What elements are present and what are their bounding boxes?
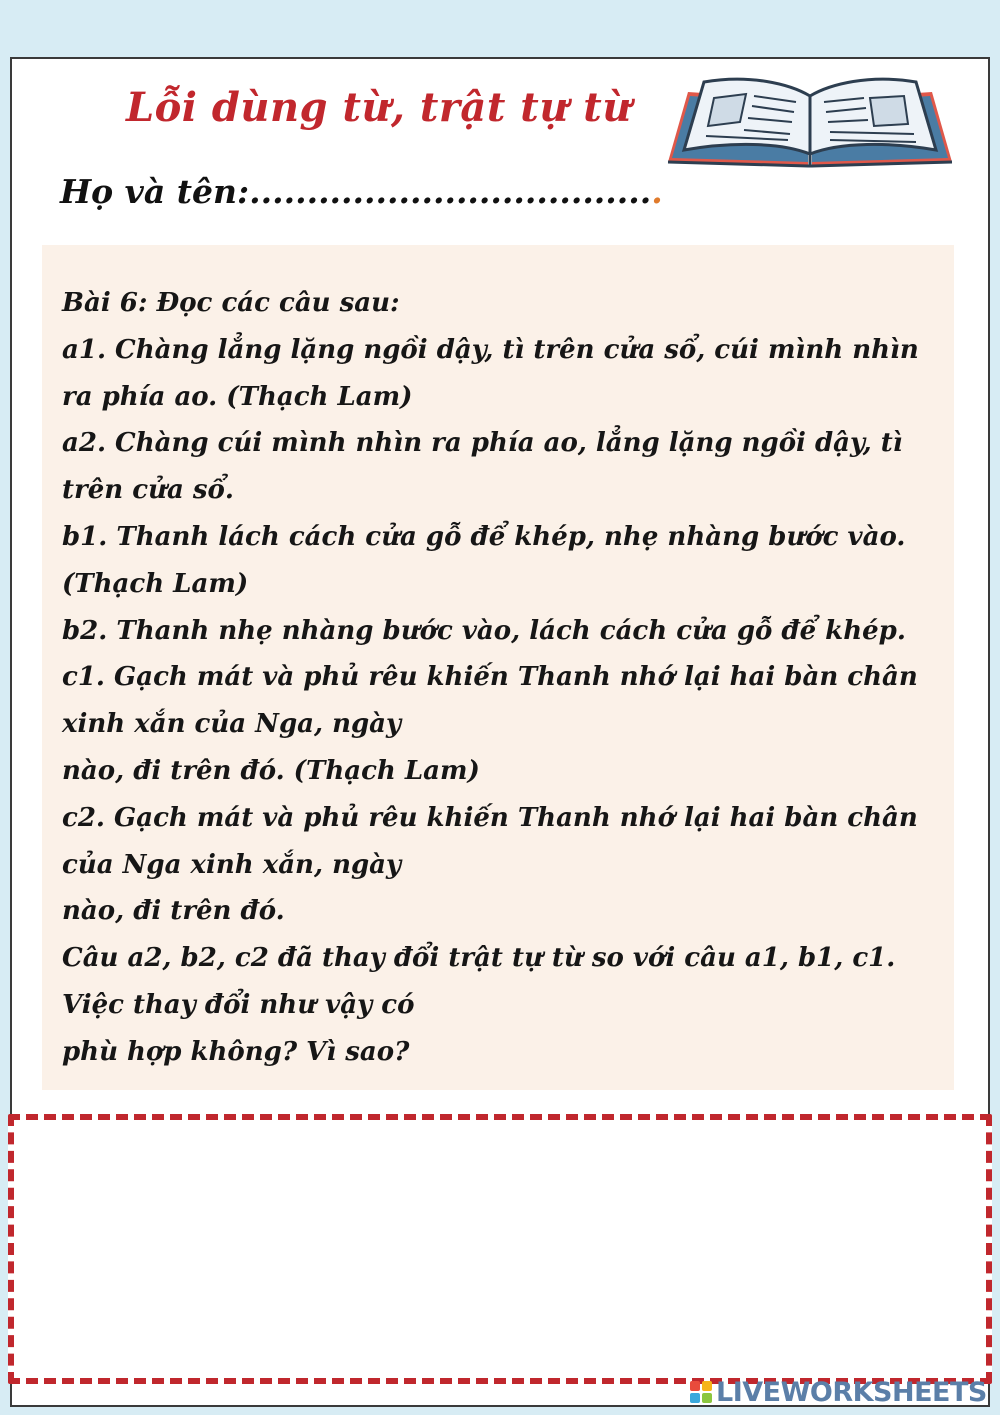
exercise-question-cont: phù hợp không? Vì sao? [62,1036,410,1067]
open-book-icon [660,70,960,170]
exercise-line-c2: c2. Gạch mát và phủ rêu khiến Thanh nhớ lại hai bàn chân của Nga xinh xắn, ngày [62,802,918,880]
name-dots: ................................... [249,172,652,211]
liveworksheets-logo-text: LIVEWORKSHEETS [716,1376,987,1408]
exercise-line-b2: b2. Thanh nhẹ nhàng bước vào, lách cách cửa gỗ để khép. [62,615,906,646]
exercise-text [62,280,954,1076]
worksheet-title: Lỗi dùng từ, trật tự từ [126,84,632,131]
exercise-line-c1-cont: nào, đi trên đó. (Thạch Lam) [62,755,480,786]
name-label: Họ và tên: [60,172,250,211]
exercise-question: Câu a2, b2, c2 đã thay đổi trật tự từ so với câu a1, b1, c1. Việc thay đổi như vậy có [62,943,896,1020]
exercise-heading: Bài 6: Đọc các câu sau: [62,288,400,318]
exercise-line-c1: c1. Gạch mát và phủ rêu khiến Thanh nhớ lại hai bàn chân xinh xắn của Nga, ngày [62,662,918,740]
name-dot-last: . [651,172,663,211]
exercise-line-b1: b1. Thanh lách cách cửa gỗ để khép, nhẹ nhàng bước vào. (Thạch Lam) [62,521,906,599]
liveworksheets-logo [690,1374,987,1410]
answer-input-box[interactable] [8,1114,992,1384]
exercise-line-a2: a2. Chàng cúi mình nhìn ra phía ao, lẳng lặng ngồi dậy, tì trên cửa sổ. [62,428,903,506]
name-field [60,172,663,211]
liveworksheets-logo-icon [690,1381,712,1403]
exercise-line-c2-cont: nào, đi trên đó. [62,896,285,927]
exercise-line-a1: a1. Chàng lẳng lặng ngồi dậy, tì trên cửa sổ, cúi mình nhìn ra phía ao. (Thạch Lam) [62,334,919,412]
